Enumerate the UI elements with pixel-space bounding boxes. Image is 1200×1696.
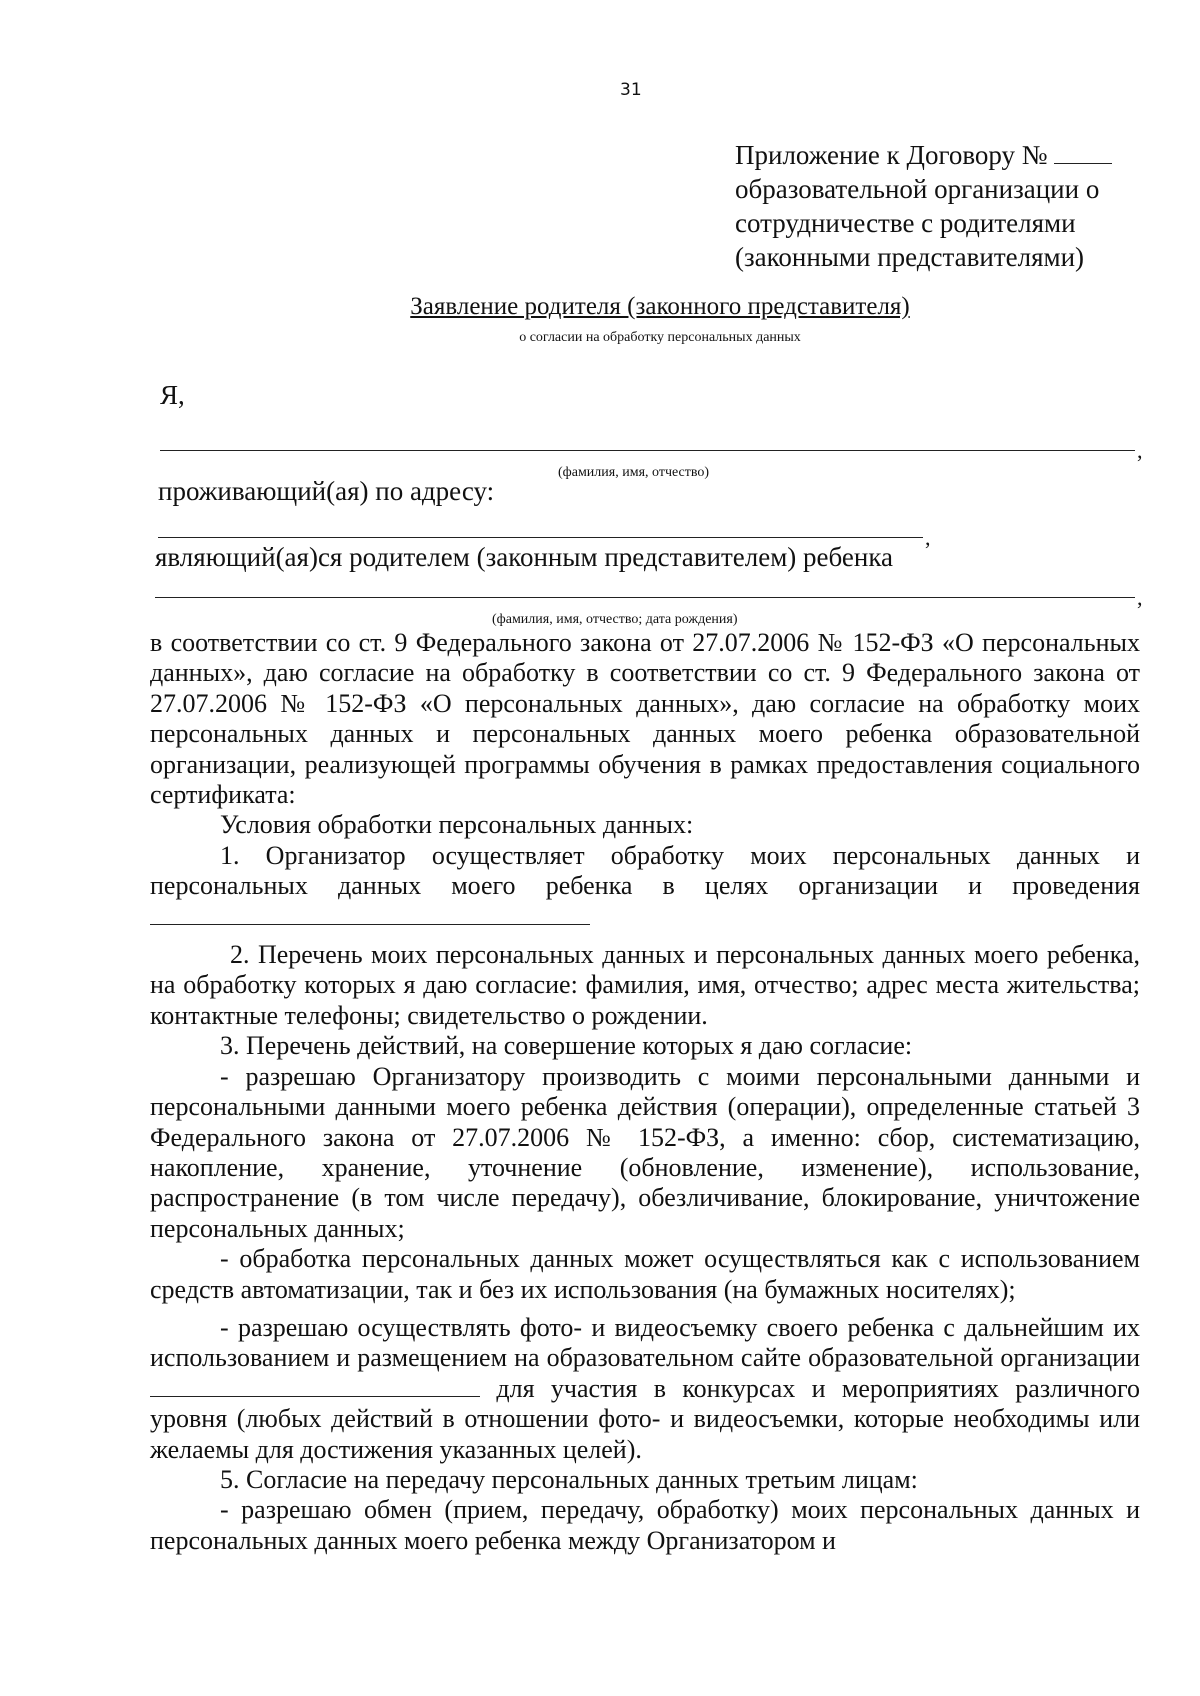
address-comma: ,	[925, 525, 931, 550]
fio-comma: ,	[1137, 438, 1143, 463]
appendix-header	[735, 138, 1165, 274]
site-blank	[150, 1395, 480, 1397]
item-5-paragraph: 5. Согласие на передачу персональных данных третьим лицам:	[220, 1464, 918, 1494]
purpose-blank	[150, 923, 590, 925]
conditions-heading: Условия обработки персональных данных:	[220, 810, 694, 840]
appendix-line-3: сотрудничестве с родителями	[735, 208, 1076, 238]
fio-blank-line	[160, 450, 1135, 451]
item-3b-paragraph: - обработка персональных данных может осуществляться как с использованием средств автоматизации, так и без их использования (на бумажных носителях);	[150, 1244, 1140, 1304]
item-2-paragraph: 2. Перечень моих персональных данных и персональных данных моего ребенка, на обработку которых я даю согласие: фамилия, имя, отчество; адрес места жительства; контактные телефоны; свидетельство о рождении.	[150, 940, 1140, 1030]
item-3-paragraph: 3. Перечень действий, на совершение которых я даю согласие:	[220, 1031, 913, 1061]
child-comma: ,	[1137, 585, 1143, 610]
page-number: 31	[620, 80, 642, 100]
document-body	[150, 628, 1140, 1556]
fio-hint: (фамилия, имя, отчество)	[558, 465, 710, 480]
document-title: Заявление родителя (законного представителя)	[410, 293, 910, 320]
appendix-line-1: Приложение к Договору №	[735, 138, 1165, 172]
address-label: проживающий(ая) по адресу:	[158, 476, 495, 506]
item-1-paragraph: 1. Организатор осуществляет обработку моих персональных данных и персональных данных моего ребенка в целях организации и проведения	[150, 841, 1140, 932]
child-hint: (фамилия, имя, отчество; дата рождения)	[492, 612, 738, 627]
item-5a-paragraph: - разрешаю обмен (прием, передачу, обработку) моих персональных данных и персональных данных моего ребенка между Организатором и	[150, 1495, 1140, 1555]
item-3c-paragraph: - разрешаю осуществлять фото- и видеосъемку своего ребенка с дальнейшим их использованием и размещением на образовательном сайте образовательной организации для участия в конкурсах и мероприятиях различного уровня (любых действий в отношении фото- и видеосъемки, которые необходимы или желаемы для достижения указанных целей).	[150, 1312, 1141, 1464]
contract-number-blank	[1054, 162, 1112, 164]
address-blank-line	[158, 537, 923, 538]
ya-label: Я,	[160, 380, 185, 410]
parent-label: являющий(ая)ся родителем (законным представителем) ребенка	[155, 542, 894, 572]
item-3a-paragraph: - разрешаю Организатору производить с моими персональными данными и персональными данными моего ребенка действия (операции), определенные статьей 3 Федерального закона от 27.07.2006 № 152-ФЗ, а именно: сбор, систематизацию, накопление, хранение, уточнение (обновление, изменение), использование, распространение (в том числе передачу), обезличивание, блокирование, уничтожение персональных данных;	[150, 1061, 1140, 1243]
intro-paragraph: в соответствии со ст. 9 Федерального закона от 27.07.2006 № 152-ФЗ «О персональных данных», даю согласие на обработку в соответствии со ст. 9 Федерального закона от 27.07.2006 № 152-ФЗ «О персональных данных», даю согласие на обработку моих персональных данных и персональных данных моего ребенка образовательной организации, реализующей программы обучения в рамках предоставления социального сертификата:	[150, 628, 1140, 810]
appendix-line-4: (законными представителями)	[735, 242, 1085, 272]
document-subtitle: о согласии на обработку персональных данных	[519, 330, 801, 345]
appendix-line-2: образовательной организации о	[735, 174, 1100, 204]
child-blank-line	[155, 597, 1135, 598]
